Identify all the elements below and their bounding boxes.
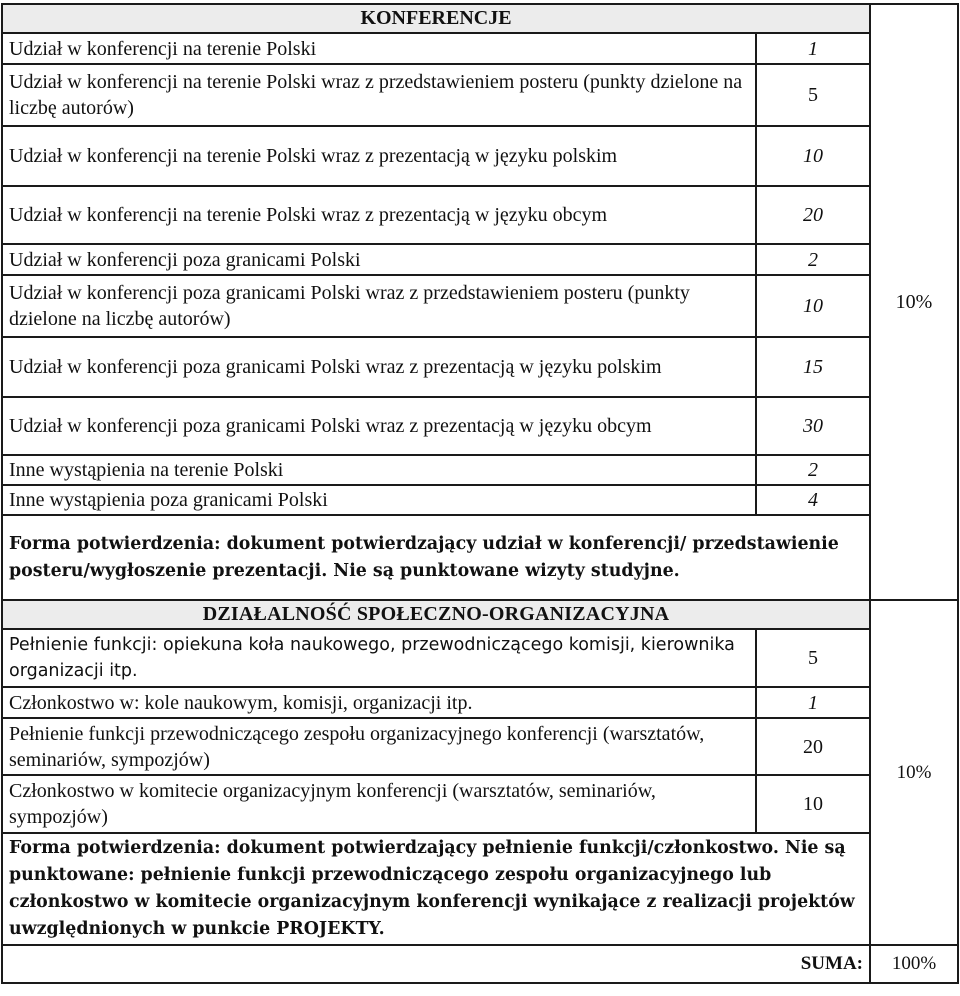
- table-row-points: 5: [756, 64, 870, 126]
- table-row-description: Udział w konferencji poza granicami Polski: [2, 244, 756, 275]
- sum-label: SUMA:: [2, 945, 870, 983]
- table-row-points: 10: [756, 126, 870, 186]
- section-header-dzialalnosc: DZIAŁALNOŚĆ SPOŁECZNO-ORGANIZACYJNA: [2, 600, 870, 629]
- table-row-points: 15: [756, 337, 870, 397]
- table-row-points: 30: [756, 397, 870, 455]
- table-row-description: Inne wystąpienia na terenie Polski: [2, 455, 756, 485]
- table-row-description: Udział w konferencji na terenie Polski: [2, 33, 756, 64]
- table-row-description: Udział w konferencji na terenie Polski wraz z przedstawieniem posteru (punkty dzielone na liczbę autorów): [2, 64, 756, 126]
- section-percent-dzialalnosc: 10%: [870, 600, 958, 945]
- table-row-points: 2: [756, 244, 870, 275]
- scoring-table: [1, 3, 959, 984]
- table-row-points: 2: [756, 455, 870, 485]
- table-row-points: 20: [756, 186, 870, 244]
- section-header-konferencje: KONFERENCJE: [2, 4, 870, 33]
- table-row-description: Udział w konferencji poza granicami Polski wraz z prezentacją w języku polskim: [2, 337, 756, 397]
- table-row-description: Udział w konferencji poza granicami Polski wraz z prezentacją w języku obcym: [2, 397, 756, 455]
- table-row-description: Udział w konferencji poza granicami Polski wraz z przedstawieniem posteru (punkty dzielone na liczbę autorów): [2, 275, 756, 337]
- table-row-description: Udział w konferencji na terenie Polski wraz z prezentacją w języku obcym: [2, 186, 756, 244]
- table-row-description: Członkostwo w: kole naukowym, komisji, organizacji itp.: [2, 687, 756, 718]
- table-row-description: Inne wystąpienia poza granicami Polski: [2, 485, 756, 515]
- confirmation-note-dzialalnosc: Forma potwierdzenia: dokument potwierdzający pełnienie funkcji/członkostwo. Nie są punktowane: pełnienie funkcji przewodniczącego zespołu organizacyjnego lub członkostwo w komitecie organizacyjnym konferencji wynikające z realizacji projektów uwzględnionych w punkcie PROJEKTY.: [2, 833, 870, 945]
- table-row-points: 10: [756, 275, 870, 337]
- table-row-points: 10: [756, 775, 870, 833]
- table-row-description: Pełnienie funkcji przewodniczącego zespołu organizacyjnego konferencji (warsztatów, seminariów, sympozjów): [2, 718, 756, 775]
- table-row-points: 4: [756, 485, 870, 515]
- table-row-description: Pełnienie funkcji: opiekuna koła naukowego, przewodniczącego komisji, kierownika organizacji itp.: [2, 629, 756, 687]
- section-percent-konferencje: 10%: [870, 4, 958, 600]
- sum-value: 100%: [870, 945, 958, 983]
- confirmation-note-konferencje: Forma potwierdzenia: dokument potwierdzający udział w konferencji/ przedstawienie posteru/wygłoszenie prezentacji. Nie są punktowane wizyty studyjne.: [2, 515, 870, 600]
- table-row-points: 1: [756, 687, 870, 718]
- table-row-points: 5: [756, 629, 870, 687]
- table-row-description: Członkostwo w komitecie organizacyjnym konferencji (warsztatów, seminariów, sympozjów): [2, 775, 756, 833]
- table-row-points: 20: [756, 718, 870, 775]
- table-row-description: Udział w konferencji na terenie Polski wraz z prezentacją w języku polskim: [2, 126, 756, 186]
- table-row-points: 1: [756, 33, 870, 64]
